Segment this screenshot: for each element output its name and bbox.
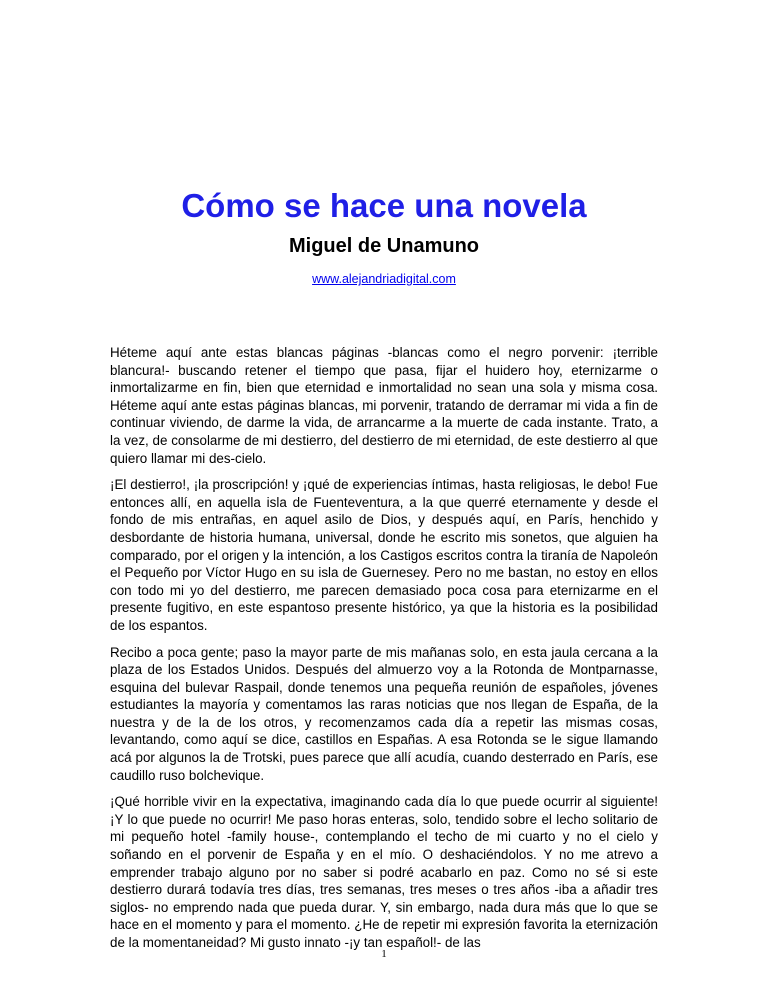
document-body [110, 344, 658, 961]
body-paragraph: Héteme aquí ante estas blancas páginas -blancas como el negro porvenir: ¡terrible blancura!- buscando retener el tiempo que pasa, fijar el huidero hoy, eternizarme o inmortalizarme en fin, bien que eternidad e inmortalidad no sean una sola y misma cosa. Héteme aquí ante estas páginas blancas, mi porvenir, tratando de derramar mi vida a fin de continuar viviendo, de darme la vida, de arrancarme a la muerte de cada instante. Trato, a la vez, de consolarme de mi destierro, del destierro de mi eternidad, de este destierro al que quiero llamar mi des-cielo. [110, 345, 658, 466]
page-number: 1 [381, 948, 387, 960]
body-paragraph: ¡El destierro!, ¡la proscripción! y ¡qué de experiencias íntimas, hasta religiosas, le debo! Fue entonces allí, en aquella isla de Fuenteventura, a la que querré eternamente y desde el fondo de mis entrañas, en aquel asilo de Dios, y después aquí, en París, henchido y desbordante de historia humana, universal, donde he escrito mis sonetos, que alguien ha comparado, por el origen y la intención, a los Castigos escritos contra la tiranía de Napoleón el Pequeño por Víctor Hugo en su isla de Guernesey. Pero no me bastan, no estoy en ellos con todo mi yo del destierro, me parecen demasiado poca cosa para eternizarme en el presente fugitivo, en este espantoso presente histórico, ya que la historia es la posibilidad de los espantos. [110, 477, 658, 633]
body-paragraph: ¡Qué horrible vivir en la expectativa, imaginando cada día lo que puede ocurrir al siguiente! ¡Y lo que puede no ocurrir! Me paso horas enteras, solo, tendido sobre el lecho solitario de mi pequeño hotel -family house-, contemplando el techo de mi cuarto y no el cielo y soñando en el porvenir de España y en el mío. O deshaciéndolos. Y no me atrevo a emprender trabajo alguno por no saber si podré acabarlo en paz. Como no sé si este destierro durará todavía tres días, tres semanas, tres meses o tres años -iba a añadir tres siglos- no emprendo nada que pueda durar. Y, sin embargo, nada dura más que lo que se hace en el momento y para el momento. ¿He de repetir mi expresión favorita la eternización de la momentaneidad? Mi gusto innato -¡y tan español!- de las [110, 794, 658, 950]
source-link[interactable]: www.alejandriadigital.com [312, 272, 456, 286]
document-author: Miguel de Unamuno [289, 235, 479, 257]
document-title: Cómo se hace una novela [181, 187, 587, 224]
body-paragraph: Recibo a poca gente; paso la mayor parte de mis mañanas solo, en esta jaula cercana a la plaza de los Estados Unidos. Después del almuerzo voy a la Rotonda de Montparnasse, esquina del bulevar Raspail, donde tenemos una pequeña reunión de españoles, jóvenes estudiantes la mayoría y comentamos las raras noticias que nos llegan de España, de la nuestra y de la de los otros, y recomenzamos cada día a repetir las mismas cosas, levantando, como aquí se dice, castillos en Españas. A esa Rotonda se le sigue llamando acá por algunos la de Trotski, pues parece que allí acudía, cuando desterrado en París, ese caudillo ruso bolchevique. [110, 644, 658, 783]
